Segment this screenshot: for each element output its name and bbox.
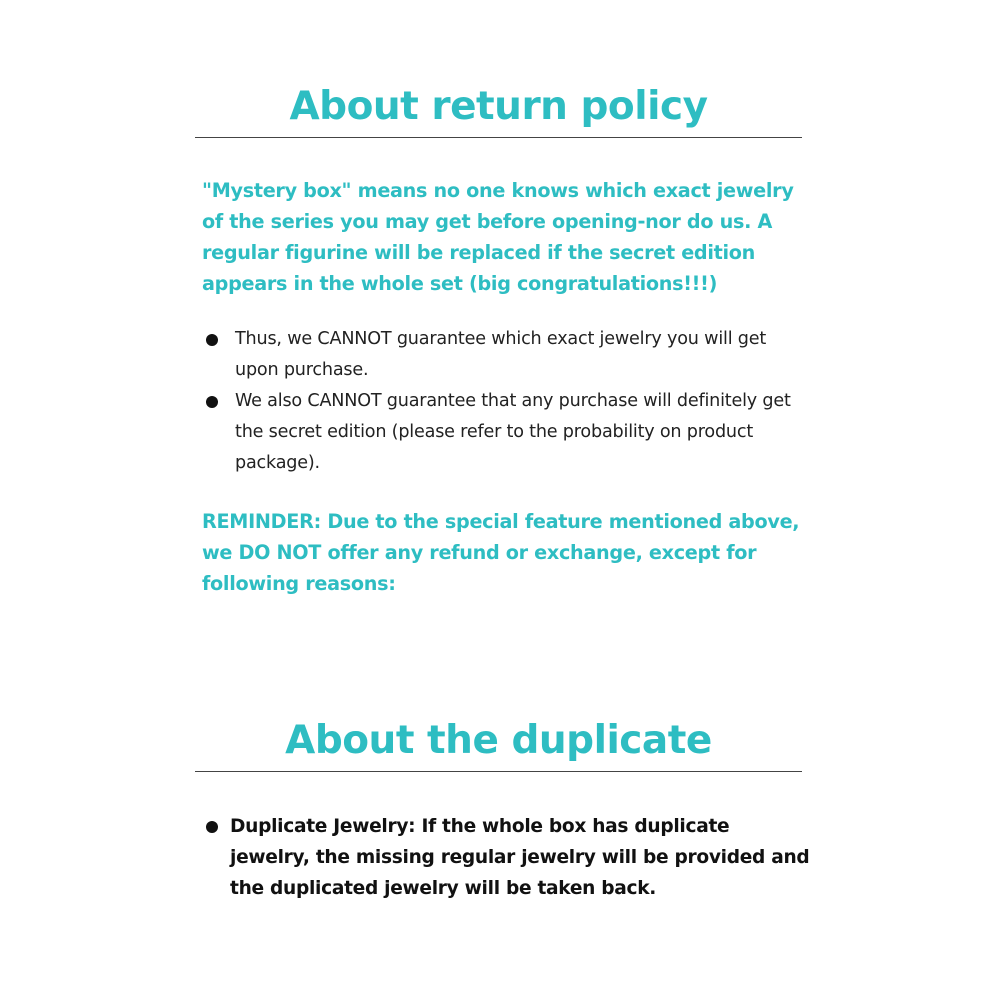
list-item-text: We also CANNOT guarantee that any purchase will definitely get the secret edition (please refer to the probability on product package). bbox=[235, 391, 791, 473]
duplicate-list bbox=[202, 811, 812, 904]
reminder-label: REMINDER: bbox=[202, 510, 321, 533]
list-item-text: Thus, we CANNOT guarantee which exact jewelry you will get upon purchase. bbox=[235, 329, 767, 380]
reminder-note bbox=[202, 506, 802, 599]
list-item bbox=[202, 324, 802, 386]
return-policy-divider bbox=[195, 137, 802, 138]
mystery-box-intro: "Mystery box" means no one knows which exact jewelry of the series you may get before opening-nor do us. A regular figurine will be replaced if the secret edition appears in the whole set (big congratulations!!!) bbox=[202, 179, 794, 295]
guarantee-list bbox=[202, 324, 802, 479]
return-policy-title: About return policy bbox=[289, 84, 708, 129]
list-item-text: Duplicate Jewelry: If the whole box has duplicate jewelry, the missing regular jewelry will be provided and the duplicated jewelry will be taken back. bbox=[230, 816, 810, 899]
duplicate-title: About the duplicate bbox=[285, 718, 712, 763]
bullet-icon bbox=[206, 396, 218, 408]
list-item bbox=[202, 386, 802, 479]
reminder-text: Due to the special feature mentioned above, we DO NOT offer any refund or exchange, except for following reasons: bbox=[202, 510, 800, 595]
bullet-icon bbox=[206, 821, 218, 833]
bullet-icon bbox=[206, 334, 218, 346]
list-item bbox=[202, 811, 812, 904]
duplicate-divider bbox=[195, 771, 802, 772]
